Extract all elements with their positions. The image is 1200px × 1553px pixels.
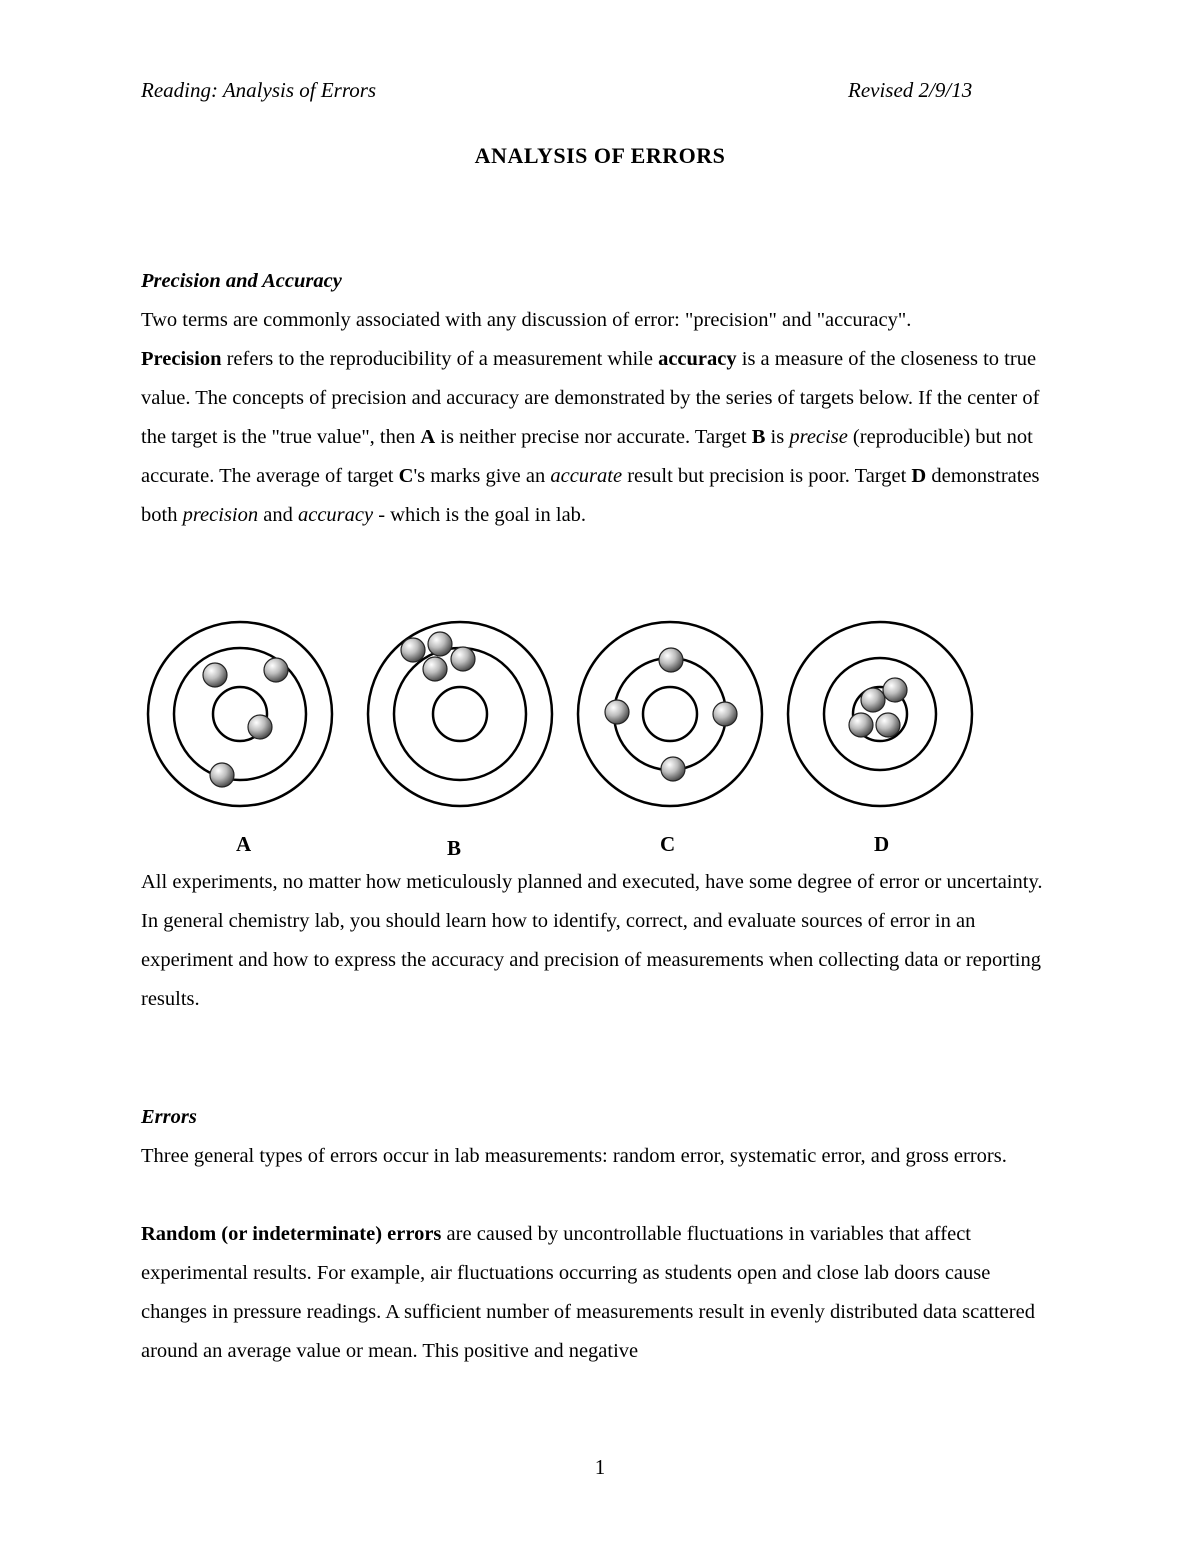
target-c-marks [605,648,737,781]
paragraph-error-types: Three general types of errors occur in lab measurements: random error, systematic error, and gross errors. [141,1145,1007,1167]
target-label-b: B [447,836,462,860]
errors-section [141,1098,1061,1371]
section-heading-errors: Errors [141,1106,197,1128]
running-header-left: Reading: Analysis of Errors [141,78,377,102]
precision-accuracy-section [141,262,1061,535]
precision-accuracy-targets-figure [130,612,1000,862]
target-label-c: C [660,832,676,856]
running-header-right: Revised 2/9/13 [848,78,973,102]
section-heading-precision: Precision and Accuracy [141,270,342,292]
paragraph-precision-definition: Precision refers to the reproducibility of a measurement while accuracy is a measure of the closeness to true value. The concepts of precision and accuracy are demonstrated by the series of targets below. If the center of the target is the "true value", then A is neither precise nor accurate. Target B is precise (reproducible) but not accurate. The average of target C's marks give an accurate result but precision is poor. Target D demonstrates both precision and accuracy - which is the goal in lab. [141,348,1040,526]
paragraph-terms: Two terms are commonly associated with any discussion of error: "precision" and "accuracy". [141,309,912,331]
target-a-marks [203,658,288,787]
target-d [788,622,972,806]
page-number: 1 [594,1455,606,1479]
target-label-a: A [236,832,252,856]
experiments-paragraph: All experiments, no matter how meticulously planned and executed, have some degree of error or uncertainty. In general chemistry lab, you should learn how to identify, correct, and evaluate sources of error in an experiment and how to express the accuracy and precision of measurements when collecting data or reporting results. [141,871,1043,1010]
paragraph-random-errors: Random (or indeterminate) errors are caused by uncontrollable fluctuations in variables that affect experimental results. For example, air fluctuations occurring as students open and close lab doors cause changes in pressure readings. A sufficient number of measurements result in evenly distributed data scattered around an average value or mean. This positive and negative [141,1223,1035,1362]
target-label-d: D [874,832,890,856]
page-title: ANALYSIS OF ERRORS [474,143,726,168]
target-b-marks [401,632,475,681]
target-a [148,622,332,806]
